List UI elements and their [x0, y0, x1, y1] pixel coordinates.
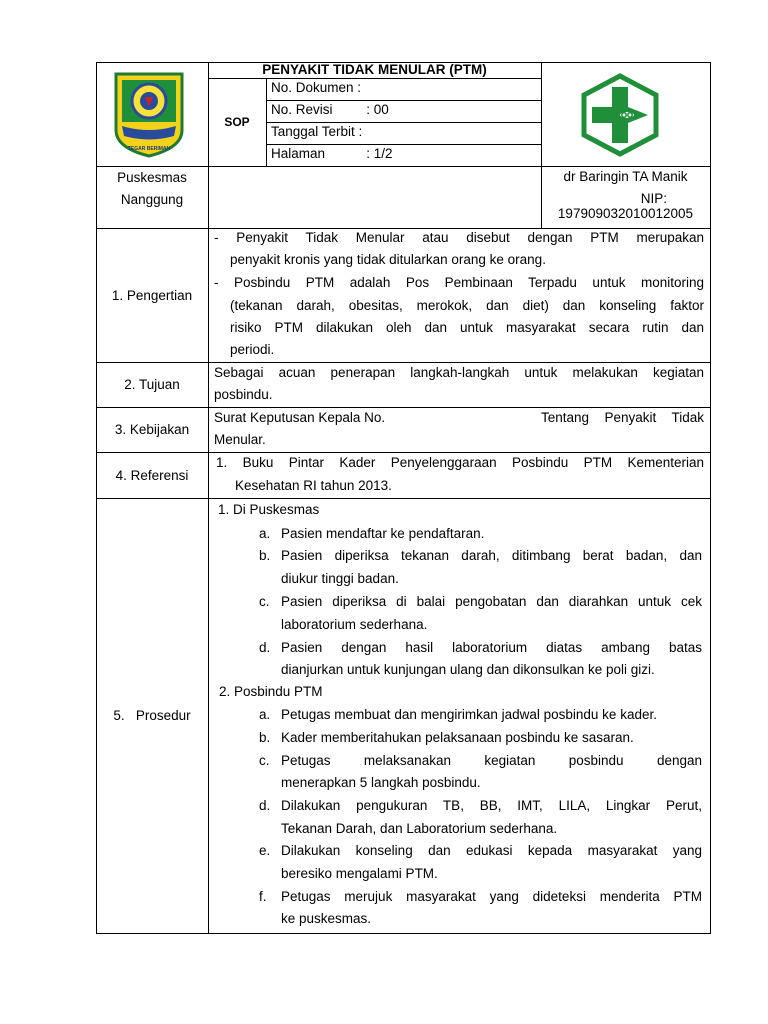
- tujuan-line-1: Sebagai acuan penerapan langkah-langkah untuk melakukan kegiatan: [214, 365, 704, 380]
- signer-nip-label: NIP:: [640, 191, 667, 206]
- kebijakan-line-2: Menular.: [214, 432, 266, 447]
- puskesmas-logo: [579, 73, 661, 157]
- meta-row-line-2: [266, 122, 541, 123]
- prosedur-2a-marker: a.: [259, 707, 271, 722]
- halaman-field: Halaman : 1/2: [271, 146, 393, 161]
- prosedur-2b-line-1: Kader memberitahukan pelaksanaan posbindu ke sasaran.: [281, 730, 634, 745]
- signer-name: dr Baringin TA Manik: [563, 169, 688, 184]
- prosedur-2b-marker: b.: [259, 730, 271, 745]
- signer-nip: 197909032010012005: [557, 206, 694, 221]
- table-border-bottom: [96, 933, 711, 934]
- prosedur-1d-line-2: dianjurkan untuk kunjungan ulang dan dikonsulkan ke poli gizi.: [281, 662, 655, 677]
- prosedur-2a-line-1: Petugas membuat dan mengirimkan jadwal posbindu ke kader.: [281, 707, 657, 722]
- prosedur-2c-line-1: Petugas melaksanakan kegiatan posbindu dengan: [281, 753, 702, 768]
- prosedur-group-2-title: 2. Posbindu PTM: [219, 684, 323, 699]
- header-bottom-line: [96, 166, 711, 167]
- prosedur-1a-marker: a.: [259, 526, 271, 541]
- table-border-right: [710, 62, 711, 934]
- label-kebijakan: 3. Kebijakan: [114, 422, 190, 437]
- meta-row-line-3: [266, 144, 541, 145]
- label-tujuan: 2. Tujuan: [124, 377, 180, 392]
- prosedur-1c-line-2: laboratorium sederhana.: [281, 617, 428, 632]
- org-name-line-2: Nanggung: [120, 192, 184, 207]
- prosedur-2f-marker: f.: [259, 889, 267, 904]
- prosedur-1d-line-1: Pasien dengan hasil laboratorium diatas ambang batas: [281, 640, 702, 655]
- kebijakan-line-1-right: Tentang Penyakit Tidak: [541, 410, 704, 425]
- tujuan-line-2: posbindu.: [214, 387, 273, 402]
- sop-label: SOP: [224, 115, 250, 129]
- org-name-line-1: Puskesmas: [117, 170, 187, 185]
- prosedur-2f-line-1: Petugas merujuk masyarakat yang dideteksi menderita PTM: [281, 889, 702, 904]
- meta-row-line-1: [266, 100, 541, 101]
- pengertian-line-5: risiko PTM dilakukan oleh dan untuk masyarakat secara rutin dan: [230, 320, 704, 335]
- prosedur-group-1-title: 1. Di Puskesmas: [218, 502, 320, 517]
- prosedur-1b-line-2: diukur tinggi badan.: [281, 571, 399, 586]
- prosedur-1c-marker: c.: [259, 594, 270, 609]
- prosedur-2e-line-2: beresiko mengalami PTM.: [281, 866, 438, 881]
- label-referensi: 4. Referensi: [115, 467, 189, 483]
- emblem-motto: TEGAR BERIMAN: [127, 146, 171, 152]
- pengertian-line-6: periodi.: [230, 342, 275, 357]
- label-pengertian: 1. Pengertian: [111, 287, 193, 303]
- label-column-line: [208, 62, 209, 934]
- document-title: PENYAKIT TIDAK MENULAR (PTM): [262, 62, 487, 77]
- prosedur-2e-line-1: Dilakukan konseling dan edukasi kepada masyarakat yang: [281, 843, 702, 858]
- pengertian-line-4: (tekanan darah, obesitas, merokok, dan diet) dan konseling faktor: [230, 298, 704, 313]
- referensi-line-2: Kesehatan RI tahun 2013.: [235, 478, 392, 493]
- prosedur-1b-line-1: Pasien diperiksa tekanan darah, ditimbang berat badan, dan: [281, 548, 702, 563]
- prosedur-2c-marker: c.: [259, 753, 270, 768]
- prosedur-2e-marker: e.: [259, 843, 271, 858]
- pengertian-line-1: - Penyakit Tidak Menular atau disebut dengan PTM merupakan: [214, 230, 704, 245]
- pengertian-line-3: - Posbindu PTM adalah Pos Pembinaan Terpadu untuk monitoring: [214, 275, 704, 290]
- referensi-line-1: 1. Buku Pintar Kader Penyelenggaraan Posbindu PTM Kementerian: [216, 455, 704, 470]
- no-revisi-field: No. Revisi : 00: [271, 102, 389, 117]
- no-dokumen-field: No. Dokumen :: [271, 80, 362, 95]
- prosedur-2d-marker: d.: [259, 798, 271, 813]
- prosedur-1b-marker: b.: [259, 548, 271, 563]
- label-prosedur: 5. Prosedur: [113, 708, 191, 723]
- regency-emblem-logo: [112, 70, 186, 158]
- prosedur-2f-line-2: ke puskesmas.: [281, 911, 372, 926]
- prosedur-2c-line-2: menerapkan 5 langkah posbindu.: [281, 775, 481, 790]
- prosedur-1a-line-1: Pasien mendaftar ke pendaftaran.: [281, 526, 485, 541]
- prosedur-1c-line-1: Pasien diperiksa di balai pengobatan dan diarahkan untuk cek: [281, 594, 702, 609]
- sop-column-line: [266, 78, 267, 167]
- prosedur-1d-marker: d.: [259, 640, 271, 655]
- kebijakan-line-1-left: Surat Keputusan Kepala No.: [214, 410, 386, 425]
- pengertian-line-2: penyakit kronis yang tidak ditularkan orang ke orang.: [230, 252, 546, 267]
- prosedur-2d-line-2: Tekanan Darah, dan Laboratorium sederhana.: [281, 821, 558, 836]
- prosedur-2d-line-1: Dilakukan pengukuran TB, BB, IMT, LILA, Lingkar Perut,: [281, 798, 702, 813]
- tanggal-terbit-field: Tanggal Terbit :: [271, 124, 363, 139]
